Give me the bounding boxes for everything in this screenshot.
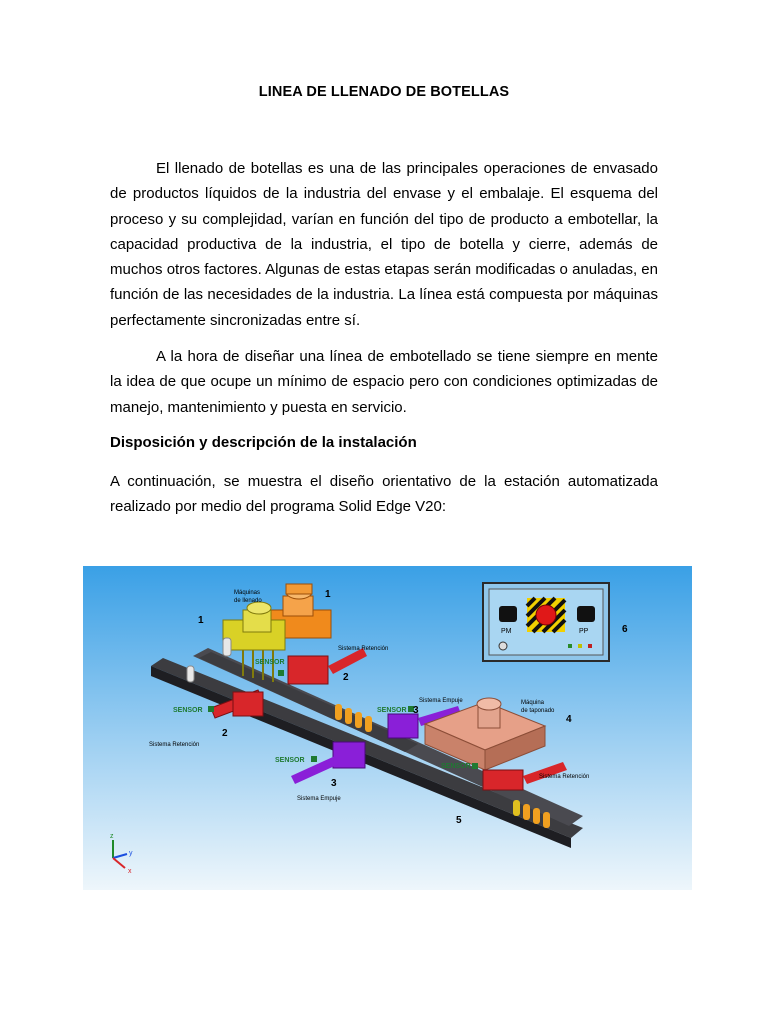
retention-label-2: Sistema Retención: [149, 742, 200, 748]
pm-button: [499, 606, 517, 622]
filling-machines-label-line1: Máquinas: [234, 590, 261, 596]
number-2-right: 2: [343, 672, 349, 683]
number-1-yellow: 1: [198, 615, 204, 626]
retention-label-1: Sistema Retención: [338, 646, 389, 652]
sensor-label-3: SENSOR: [377, 707, 407, 714]
sensor-marker: [278, 670, 284, 676]
number-2-left: 2: [222, 728, 228, 739]
control-panel: [483, 583, 609, 661]
sensor-label-1: SENSOR: [255, 659, 285, 666]
paragraph-section: A continuación, se muestra el diseño orientativo de la estación automatizada realizado por medio del programa Solid Edge V20:: [110, 473, 658, 516]
paragraph-design: A la hora de diseñar una línea de embotellado se tiene siempre en mente la idea de que ocupe un mínimo de espacio pero con condiciones optimizadas de manejo, mantenimiento y puesta en servicio.: [110, 348, 658, 416]
sensor-marker: [472, 763, 478, 769]
retention-label-3: Sistema Retención: [539, 774, 590, 780]
sensor-label-2: SENSOR: [173, 707, 203, 714]
number-3-right: 3: [413, 705, 419, 716]
push-label-1: Sistema Empuje: [419, 698, 463, 704]
axis-z-label: z: [110, 833, 114, 840]
number-3-left: 3: [331, 778, 337, 789]
push-label-2: Sistema Empuje: [297, 796, 341, 802]
section-heading: Disposición y descripción de la instalación: [110, 434, 417, 451]
capping-machine-label-line1: Máquina: [521, 700, 545, 706]
sensor-marker: [208, 706, 214, 712]
document-title: LINEA DE LLENADO DE BOTELLAS: [258, 84, 510, 100]
installation-figure: [83, 566, 692, 890]
sensor-label-5: SENSOR: [441, 763, 471, 770]
number-5: 5: [456, 815, 462, 826]
axis-y-label: y: [129, 850, 133, 857]
capping-machine-label-line2: de taponado: [521, 708, 555, 714]
number-1-orange: 1: [325, 589, 331, 600]
filling-machines-label-line2: de llenado: [234, 598, 262, 604]
panel-pm-label: PM: [501, 628, 512, 635]
emergency-stop-button: [536, 605, 556, 625]
paragraph-intro: El llenado de botellas es una de las principales operaciones de envasado de productos líquidos de la industria del envase y el embalaje. El esquema del proceso y su complejidad, varían en función del tipo de producto a embotellar, la capacidad productiva de la industria, el tipo de botella y cierre, además de muchos otros factores. Algunas de estas etapas serán modificadas o anuladas, en función de las necesidades de la industria. La línea está compuesta por máquinas perfectamente sincronizadas entre sí.: [110, 160, 658, 329]
sensor-marker: [311, 756, 317, 762]
number-4: 4: [566, 714, 572, 725]
axis-x-label: x: [128, 868, 132, 875]
installation-diagram: [83, 566, 692, 890]
pp-button: [577, 606, 595, 622]
panel-pp-label: PP: [579, 628, 589, 635]
number-6: 6: [622, 624, 628, 635]
sensor-label-4: SENSOR: [275, 757, 305, 764]
